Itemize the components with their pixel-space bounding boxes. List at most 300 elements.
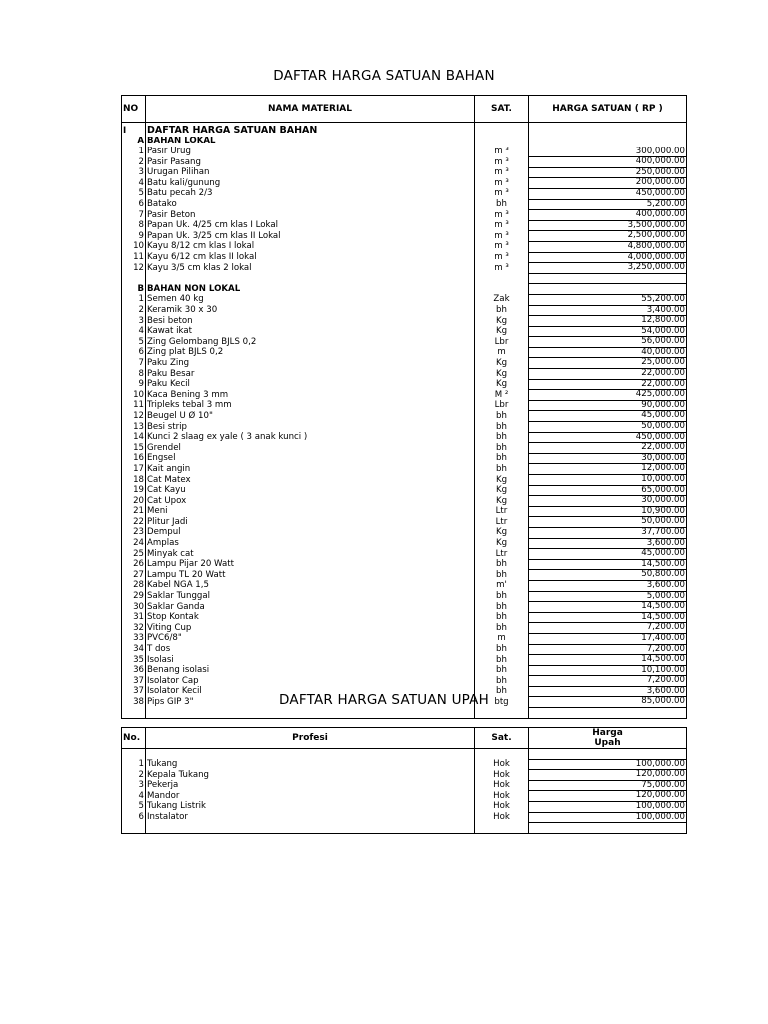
group-a-code: A <box>122 137 146 147</box>
table-row <box>122 801 687 812</box>
item-unit: bh <box>475 453 529 464</box>
item-number: 34 <box>122 644 146 655</box>
harga-label-line2: Upah <box>594 738 621 748</box>
blank-cell <box>475 284 529 295</box>
item-name: Kayu 3/5 cm klas 2 lokal <box>146 263 475 274</box>
col-header-no: NO <box>122 96 146 123</box>
item-price: 3,600.00 <box>529 538 687 549</box>
item-number: 5 <box>122 188 146 199</box>
item-name: Mandor <box>146 791 475 802</box>
upah-col-header-harga <box>529 728 687 749</box>
item-unit: m <box>475 347 529 358</box>
bahan-table <box>121 95 687 719</box>
group-b-label: BAHAN NON LOKAL <box>146 284 475 295</box>
table-row <box>122 549 687 560</box>
item-price: 300,000.00 <box>529 147 687 157</box>
item-name: Tripleks tebal 3 mm <box>146 400 475 411</box>
group-b-row <box>122 284 687 295</box>
group-b-code: B <box>122 284 146 295</box>
item-name: Stop Kontak <box>146 612 475 623</box>
item-unit: Ltr <box>475 549 529 560</box>
item-name: Papan Uk. 4/25 cm klas I Lokal <box>146 220 475 231</box>
item-price: 50,000.00 <box>529 422 687 433</box>
item-unit: Hok <box>475 801 529 812</box>
item-name: Kaca Bening 3 mm <box>146 390 475 401</box>
table-row <box>122 612 687 623</box>
table-row <box>122 665 687 676</box>
upah-col-header-no: No. <box>122 728 146 749</box>
item-price: 3,500,000.00 <box>529 220 687 231</box>
item-unit: bh <box>475 623 529 634</box>
table-row <box>122 231 687 242</box>
item-unit: Kg <box>475 475 529 486</box>
blank-cell <box>475 823 529 834</box>
table-row <box>122 580 687 591</box>
item-name: Saklar Tunggal <box>146 591 475 602</box>
item-number: 2 <box>122 770 146 781</box>
item-unit: bh <box>475 570 529 581</box>
table-row <box>122 337 687 348</box>
item-number: 14 <box>122 432 146 443</box>
item-unit: Hok <box>475 770 529 781</box>
item-name: Besi strip <box>146 422 475 433</box>
table-row <box>122 538 687 549</box>
item-price: 22,000.00 <box>529 443 687 454</box>
item-name: Isolasi <box>146 655 475 666</box>
item-number: 18 <box>122 475 146 486</box>
item-number: 19 <box>122 485 146 496</box>
item-number: 4 <box>122 791 146 802</box>
upah-col-header-profesi: Profesi <box>146 728 475 749</box>
item-name: Urugan Pilihan <box>146 167 475 178</box>
table-row <box>122 759 687 770</box>
item-price: 4,000,000.00 <box>529 252 687 263</box>
blank-row <box>122 273 687 284</box>
bahan-title: DAFTAR HARGA SATUAN BAHAN <box>273 68 495 84</box>
item-name: Grendel <box>146 443 475 454</box>
blank-cell <box>122 708 146 719</box>
harga-label-line1: Harga <box>592 728 623 738</box>
item-unit: m ³ <box>475 220 529 231</box>
item-unit: Kg <box>475 496 529 507</box>
item-number: 26 <box>122 559 146 570</box>
item-unit: bh <box>475 686 529 697</box>
item-price: 3,250,000.00 <box>529 263 687 274</box>
blank-cell <box>475 708 529 719</box>
item-unit: Hok <box>475 780 529 791</box>
blank-cell <box>529 823 687 834</box>
item-unit: bh <box>475 612 529 623</box>
table-row <box>122 379 687 390</box>
item-unit: Kg <box>475 379 529 390</box>
item-price: 14,500.00 <box>529 612 687 623</box>
item-unit: Kg <box>475 326 529 337</box>
item-number: 1 <box>122 294 146 305</box>
item-number: 10 <box>122 241 146 252</box>
item-price: 7,200.00 <box>529 644 687 655</box>
item-unit: bh <box>475 305 529 316</box>
item-number: 6 <box>122 347 146 358</box>
blank-cell <box>475 273 529 284</box>
table-row <box>122 517 687 528</box>
item-unit: Kg <box>475 538 529 549</box>
item-unit: Hok <box>475 759 529 770</box>
item-unit: m ³ <box>475 147 529 157</box>
item-unit: m ³ <box>475 241 529 252</box>
item-number: 21 <box>122 506 146 517</box>
item-name: Amplas <box>146 538 475 549</box>
table-row <box>122 496 687 507</box>
item-name: Semen 40 kg <box>146 294 475 305</box>
item-price: 7,200.00 <box>529 676 687 687</box>
item-number: 7 <box>122 210 146 221</box>
item-price: 85,000.00 <box>529 697 687 708</box>
item-unit: Kg <box>475 358 529 369</box>
table-row <box>122 178 687 189</box>
item-number: 20 <box>122 496 146 507</box>
section-label: DAFTAR HARGA SATUAN BAHAN <box>146 123 475 138</box>
item-number: 5 <box>122 337 146 348</box>
item-name: Kawat ikat <box>146 326 475 337</box>
item-price: 5,200.00 <box>529 199 687 210</box>
item-price: 7,200.00 <box>529 623 687 634</box>
upah-table <box>121 727 687 834</box>
table-row <box>122 400 687 411</box>
item-price: 30,000.00 <box>529 453 687 464</box>
item-price: 12,000.00 <box>529 464 687 475</box>
upah-title: DAFTAR HARGA SATUAN UPAH <box>279 692 489 708</box>
item-price: 25,000.00 <box>529 358 687 369</box>
item-number: 10 <box>122 390 146 401</box>
table-row <box>122 188 687 199</box>
item-name: Dempul <box>146 527 475 538</box>
item-price: 4,800,000.00 <box>529 241 687 252</box>
item-price: 65,000.00 <box>529 485 687 496</box>
item-name: Besi beton <box>146 316 475 327</box>
item-name: Papan Uk. 3/25 cm klas II Lokal <box>146 231 475 242</box>
item-unit: m ³ <box>475 188 529 199</box>
blank-cell <box>529 284 687 295</box>
blank-row <box>122 749 687 760</box>
item-price: 22,000.00 <box>529 379 687 390</box>
item-name: Paku Kecil <box>146 379 475 390</box>
item-price: 400,000.00 <box>529 157 687 168</box>
item-unit: bh <box>475 602 529 613</box>
item-name: Viting Cup <box>146 623 475 634</box>
item-price: 50,800.00 <box>529 570 687 581</box>
item-unit: btg <box>475 697 529 708</box>
item-unit: bh <box>475 199 529 210</box>
item-price: 14,500.00 <box>529 655 687 666</box>
item-price: 45,000.00 <box>529 411 687 422</box>
item-unit: Kg <box>475 485 529 496</box>
item-unit: Zak <box>475 294 529 305</box>
item-name: Benang isolasi <box>146 665 475 676</box>
item-name: Lampu TL 20 Watt <box>146 570 475 581</box>
item-unit: m ³ <box>475 263 529 274</box>
table-row <box>122 347 687 358</box>
item-price: 17,400.00 <box>529 633 687 644</box>
table-row <box>122 358 687 369</box>
table-row <box>122 623 687 634</box>
item-name: Zing Gelombang BJLS 0,2 <box>146 337 475 348</box>
item-number: 17 <box>122 464 146 475</box>
table-row <box>122 443 687 454</box>
col-header-nama: NAMA MATERIAL <box>146 96 475 123</box>
item-name: Pips GIP 3" <box>146 697 475 708</box>
table-row <box>122 157 687 168</box>
item-price: 30,000.00 <box>529 496 687 507</box>
item-number: 12 <box>122 263 146 274</box>
item-number: 3 <box>122 167 146 178</box>
group-a-label: BAHAN LOKAL <box>146 137 475 147</box>
item-unit: m ³ <box>475 167 529 178</box>
item-price: 3,600.00 <box>529 580 687 591</box>
item-name: Saklar Ganda <box>146 602 475 613</box>
item-unit: Kg <box>475 369 529 380</box>
item-number: 16 <box>122 453 146 464</box>
item-name: Kepala Tukang <box>146 770 475 781</box>
item-name: Engsel <box>146 453 475 464</box>
item-unit: Ltr <box>475 517 529 528</box>
item-number: 33 <box>122 633 146 644</box>
item-number: 9 <box>122 379 146 390</box>
table-row <box>122 316 687 327</box>
item-unit: Kg <box>475 527 529 538</box>
table-row <box>122 147 687 157</box>
item-price: 75,000.00 <box>529 780 687 791</box>
item-price: 55,200.00 <box>529 294 687 305</box>
item-name: Batu kali/gunung <box>146 178 475 189</box>
item-name: Plitur Jadi <box>146 517 475 528</box>
item-number: 7 <box>122 358 146 369</box>
item-name: Paku Besar <box>146 369 475 380</box>
item-unit: m ³ <box>475 178 529 189</box>
item-price: 250,000.00 <box>529 167 687 178</box>
item-name: Minyak cat <box>146 549 475 560</box>
table-row <box>122 527 687 538</box>
item-unit: bh <box>475 411 529 422</box>
blank-row <box>122 708 687 719</box>
item-number: 37 <box>122 686 146 697</box>
table-row <box>122 506 687 517</box>
item-price: 14,500.00 <box>529 559 687 570</box>
item-unit: bh <box>475 559 529 570</box>
item-price: 22,000.00 <box>529 369 687 380</box>
item-number: 12 <box>122 411 146 422</box>
item-name: Pasir Pasang <box>146 157 475 168</box>
item-unit: Kg <box>475 316 529 327</box>
table-row <box>122 570 687 581</box>
item-unit: M ² <box>475 390 529 401</box>
table-row <box>122 210 687 221</box>
table-row <box>122 411 687 422</box>
table-row <box>122 475 687 486</box>
item-number: 1 <box>122 147 146 157</box>
item-name: T dos <box>146 644 475 655</box>
table-row <box>122 263 687 274</box>
table-row <box>122 655 687 666</box>
item-unit: bh <box>475 432 529 443</box>
item-name: Cat Matex <box>146 475 475 486</box>
blank-cell <box>146 823 475 834</box>
table-row <box>122 791 687 802</box>
blank-cell <box>122 823 146 834</box>
table-row <box>122 485 687 496</box>
item-unit: m' <box>475 580 529 591</box>
item-name: Cat Upox <box>146 496 475 507</box>
item-name: Lampu Pijar 20 Watt <box>146 559 475 570</box>
item-number: 4 <box>122 178 146 189</box>
item-price: 10,100.00 <box>529 665 687 676</box>
blank-cell <box>146 708 475 719</box>
item-number: 15 <box>122 443 146 454</box>
table-row <box>122 633 687 644</box>
item-unit: bh <box>475 591 529 602</box>
item-price: 425,000.00 <box>529 390 687 401</box>
item-unit: m ³ <box>475 231 529 242</box>
item-number: 1 <box>122 759 146 770</box>
table-row <box>122 390 687 401</box>
item-name: Kait angin <box>146 464 475 475</box>
item-name: Kabel NGA 1,5 <box>146 580 475 591</box>
item-number: 3 <box>122 780 146 791</box>
item-price: 3,400.00 <box>529 305 687 316</box>
item-price: 90,000.00 <box>529 400 687 411</box>
table-row <box>122 812 687 823</box>
table-row <box>122 780 687 791</box>
item-name: Meni <box>146 506 475 517</box>
table-row <box>122 644 687 655</box>
section-number: I <box>122 123 146 138</box>
item-number: 37 <box>122 676 146 687</box>
item-number: 13 <box>122 422 146 433</box>
item-number: 11 <box>122 400 146 411</box>
item-number: 2 <box>122 305 146 316</box>
table-row <box>122 167 687 178</box>
item-number: 5 <box>122 801 146 812</box>
table-row <box>122 559 687 570</box>
item-number: 30 <box>122 602 146 613</box>
item-name: Instalator <box>146 812 475 823</box>
item-unit: bh <box>475 665 529 676</box>
item-number: 38 <box>122 697 146 708</box>
item-name: Isolator Kecil <box>146 686 475 697</box>
item-number: 8 <box>122 220 146 231</box>
item-price: 10,900.00 <box>529 506 687 517</box>
item-number: 8 <box>122 369 146 380</box>
table-row <box>122 252 687 263</box>
blank-cell <box>146 273 475 284</box>
item-number: 3 <box>122 316 146 327</box>
blank-cell <box>529 273 687 284</box>
blank-cell <box>475 749 529 760</box>
item-unit: bh <box>475 676 529 687</box>
item-price: 450,000.00 <box>529 188 687 199</box>
item-name: PVC6/8" <box>146 633 475 644</box>
item-price: 100,000.00 <box>529 801 687 812</box>
item-price: 120,000.00 <box>529 770 687 781</box>
item-number: 31 <box>122 612 146 623</box>
item-unit: bh <box>475 422 529 433</box>
item-name: Kayu 8/12 cm klas I lokal <box>146 241 475 252</box>
blank-cell <box>146 749 475 760</box>
item-price: 12,800.00 <box>529 316 687 327</box>
item-number: 36 <box>122 665 146 676</box>
item-unit: m <box>475 633 529 644</box>
table-row <box>122 422 687 433</box>
item-number: 11 <box>122 252 146 263</box>
item-price: 120,000.00 <box>529 791 687 802</box>
item-unit: bh <box>475 464 529 475</box>
item-price: 100,000.00 <box>529 812 687 823</box>
item-name: Pasir Urug <box>146 147 475 157</box>
table-row <box>122 770 687 781</box>
item-unit: Hok <box>475 791 529 802</box>
item-unit: bh <box>475 443 529 454</box>
item-unit: bh <box>475 655 529 666</box>
table-row <box>122 305 687 316</box>
item-number: 23 <box>122 527 146 538</box>
item-number: 9 <box>122 231 146 242</box>
col-header-harga: HARGA SATUAN ( RP ) <box>529 96 687 123</box>
item-name: Zing plat BJLS 0,2 <box>146 347 475 358</box>
item-number: 35 <box>122 655 146 666</box>
blank-cell <box>529 708 687 719</box>
table-row <box>122 602 687 613</box>
item-price: 50,000.00 <box>529 517 687 528</box>
item-name: Pasir Beton <box>146 210 475 221</box>
item-price: 3,600.00 <box>529 686 687 697</box>
item-number: 29 <box>122 591 146 602</box>
item-name: Kayu 6/12 cm klas II lokal <box>146 252 475 263</box>
col-header-sat: SAT. <box>475 96 529 123</box>
item-number: 6 <box>122 199 146 210</box>
item-name: Batako <box>146 199 475 210</box>
item-number: 27 <box>122 570 146 581</box>
table-row <box>122 432 687 443</box>
item-name: Pekerja <box>146 780 475 791</box>
item-price: 10,000.00 <box>529 475 687 486</box>
item-number: 25 <box>122 549 146 560</box>
table-row <box>122 464 687 475</box>
item-number: 32 <box>122 623 146 634</box>
table-row <box>122 294 687 305</box>
item-price: 40,000.00 <box>529 347 687 358</box>
table-row <box>122 241 687 252</box>
item-unit: Hok <box>475 812 529 823</box>
item-price: 450,000.00 <box>529 432 687 443</box>
item-price: 14,500.00 <box>529 602 687 613</box>
table-row <box>122 453 687 464</box>
table-row <box>122 220 687 231</box>
item-number: 24 <box>122 538 146 549</box>
item-number: 28 <box>122 580 146 591</box>
item-price: 37,700.00 <box>529 527 687 538</box>
item-price: 200,000.00 <box>529 178 687 189</box>
item-unit: Ltr <box>475 506 529 517</box>
blank-cell <box>122 273 146 284</box>
item-name: Beugel U Ø 10" <box>146 411 475 422</box>
item-name: Kunci 2 slaag ex yale ( 3 anak kunci ) <box>146 432 475 443</box>
table-row <box>122 199 687 210</box>
item-unit: bh <box>475 644 529 655</box>
item-unit: Lbr <box>475 400 529 411</box>
item-name: Keramik 30 x 30 <box>146 305 475 316</box>
item-name: Cat Kayu <box>146 485 475 496</box>
blank-row <box>122 823 687 834</box>
item-number: 6 <box>122 812 146 823</box>
